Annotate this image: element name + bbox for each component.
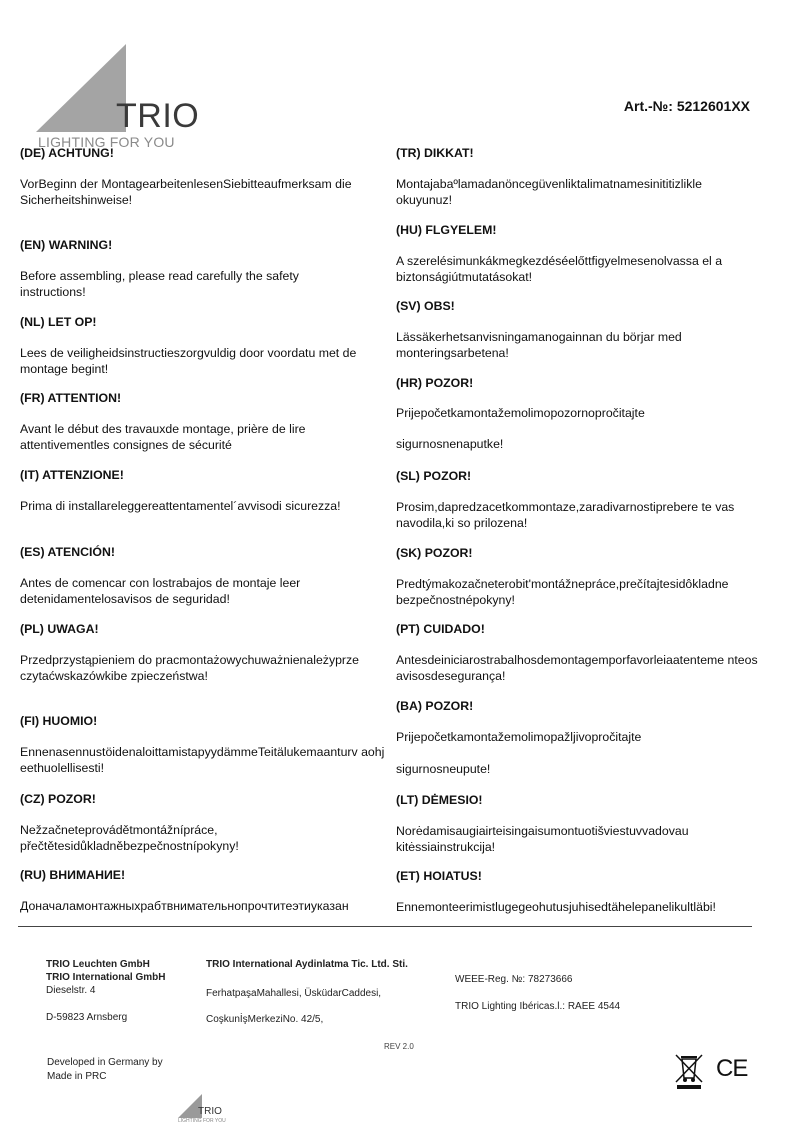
developed-in-label: Developed in Germany by [47, 1057, 163, 1068]
trio-small-logo-text: TRIO [198, 1106, 222, 1117]
warning-pt [396, 621, 762, 684]
warning-sv [396, 298, 726, 361]
company-turkey-name: TRIO International Aydinlatma Tic. Ltd. Sti. [206, 959, 408, 970]
warning-text: Lässäkerhetsanvisningamanogainnan du börjar med monteringsarbetena! [396, 330, 682, 360]
warning-heading: (ES) ATENCIÓN! [20, 545, 115, 559]
warning-heading: (NL) LET OP! [20, 315, 97, 329]
warning-heading: (DE) ACHTUNG! [20, 146, 114, 160]
warning-es [20, 544, 365, 607]
warning-text: Before assembling, please read carefully the safety instructions! [20, 269, 299, 299]
warning-pl [20, 621, 365, 684]
warning-it [20, 467, 350, 514]
warning-text-continued: sigurnosneupute! [396, 762, 491, 776]
trio-logo-triangle [36, 44, 126, 132]
warning-text: Prosim,dapredzacetkommontaze,zaradivarnostiprebere te vas navodila,ki so prilozena! [396, 500, 735, 530]
warning-fi [20, 713, 388, 776]
footer-divider [18, 926, 752, 927]
warning-heading: (ET) HOIATUS! [396, 869, 482, 883]
company-street: Dieselstr. 4 [46, 985, 96, 996]
crossed-out-wheelie-bin-icon [674, 1052, 704, 1090]
warning-text: Prijepočetkamontažemolimopažljivopročitajte [396, 730, 642, 744]
company-turkey-address-1: FerhatpaşaMahallesi, ÜsküdarCaddesi, [206, 988, 382, 999]
company-name-leuchten: TRIO Leuchten GmbH [46, 959, 150, 970]
warning-text: EnnenasennustöidenaloittamistapyydämmeTeitälukemaanturv aohjeethuolellisesti! [20, 745, 385, 775]
warning-sl [396, 468, 741, 531]
weee-registration: WEEE-Reg. №: 78273666 [455, 974, 573, 985]
warning-heading: (LT) DĖMESIO! [396, 793, 483, 807]
warning-ba [396, 698, 756, 777]
warning-hr [396, 375, 756, 452]
warning-heading: (FI) HUOMIO! [20, 714, 98, 728]
trio-logo-tagline: LIGHTING FOR YOU [38, 134, 175, 150]
raee-registration: TRIO Lighting Ibéricas.l.: RAEE 4544 [455, 1001, 621, 1012]
warning-hu [396, 222, 736, 285]
warning-text: A szerelésimunkákmegkezdéséelőttfigyelmesenolvassa el a biztonságiútmutatásokat! [396, 254, 723, 284]
warning-heading: (SL) POZOR! [396, 469, 472, 483]
warning-lt [396, 792, 726, 855]
warning-text: VorBeginn der MontagearbeitenlesenSiebitteaufmerksam die Sicherheitshinweise! [20, 177, 352, 207]
company-city: D-59823 Arnsberg [46, 1012, 128, 1023]
warning-text: Antes de comencar con lostrabajos de montaje leer detenidamentelosavisos de seguridad! [20, 576, 301, 606]
revision-label: REV 2.0 [384, 1042, 414, 1051]
warning-heading: (HU) FLGYELEM! [396, 223, 497, 237]
warning-heading: (IT) ATTENZIONE! [20, 468, 124, 482]
warning-text: Antesdeiniciarostrabalhosdemontagemporfavorleiaatenteme nteosavisosdesegurança! [396, 653, 758, 683]
trio-small-logo-tagline: LIGHTING FOR YOU [178, 1118, 226, 1124]
warning-fr [20, 390, 360, 453]
warning-text: Przedprzystąpieniem do pracmontażowychuważnienależyprzeczytaćwskazówkibe zpieczeństwa! [20, 653, 360, 683]
warning-heading: (PL) UWAGA! [20, 622, 99, 636]
warning-heading: (CZ) POZOR! [20, 792, 96, 806]
warning-de [20, 145, 380, 208]
warning-tr [396, 145, 736, 208]
warning-ru [20, 867, 382, 914]
warning-text: Ennemonteerimistlugegeohutusjuhisedtähelepanelikultläbi! [396, 900, 716, 914]
warning-heading: (FR) ATTENTION! [20, 391, 122, 405]
warning-text: Nežzačneteprovádětmontážnípráce, přečtětesidůkladněbezpečnostnípokyny! [20, 823, 239, 853]
company-turkey-address-2: CoşkunİşMerkeziNo. 42/5, [206, 1014, 324, 1025]
article-number: Art.-№: 5212601XX [623, 98, 750, 114]
trio-logo-text: TRIO [116, 97, 200, 135]
warning-heading: (BA) POZOR! [396, 699, 474, 713]
warning-text: Avant le début des travauxde montage, prière de lire attentivementles consignes de sécurité [20, 422, 306, 452]
warning-heading: (TR) DIKKAT! [396, 146, 474, 160]
warning-text: Montajabaºlamadanöncegüvenliktalimatnamesinititizlikle okuyunuz! [396, 177, 702, 207]
warning-heading: (RU) ВНИМАНИЕ! [20, 868, 126, 882]
warning-text: Predtýmakozačneterobit'montážnepráce,prečítajtesidôkladne bezpečnostnépokyny! [396, 577, 729, 607]
warning-text: Prijepočetkamontažemolimopozornopročitajte [396, 406, 645, 420]
warning-text-continued: sigurnosnenaputke! [396, 437, 504, 451]
warning-heading: (SV) OBS! [396, 299, 455, 313]
warning-text: Доначаламонтажныхрабтвнимательнопрочтитеэтиуказан [20, 899, 349, 913]
warning-et [396, 868, 762, 915]
warning-nl [20, 314, 380, 377]
warning-text: Prima di installareleggereattentamentel´avvisodi sicurezza! [20, 499, 341, 513]
warning-sk [396, 545, 762, 608]
warning-heading: (EN) WARNING! [20, 238, 113, 252]
warning-heading: (SK) POZOR! [396, 546, 473, 560]
warning-heading: (HR) POZOR! [396, 376, 474, 390]
warning-text: Lees de veiligheidsinstructieszorgvuldig door voordatu met de montage begint! [20, 346, 357, 376]
warning-text: Norėdamisaugiairteisingaisumontuotišviestuvvadovau kitėssiainstrukcija! [396, 824, 689, 854]
warning-heading: (PT) CUIDADO! [396, 622, 485, 636]
warning-cz [20, 791, 350, 854]
company-name-international: TRIO International GmbH [46, 972, 166, 983]
warning-en [20, 237, 360, 300]
made-in-label: Made in PRC [47, 1071, 107, 1082]
ce-mark: CE [716, 1055, 748, 1082]
